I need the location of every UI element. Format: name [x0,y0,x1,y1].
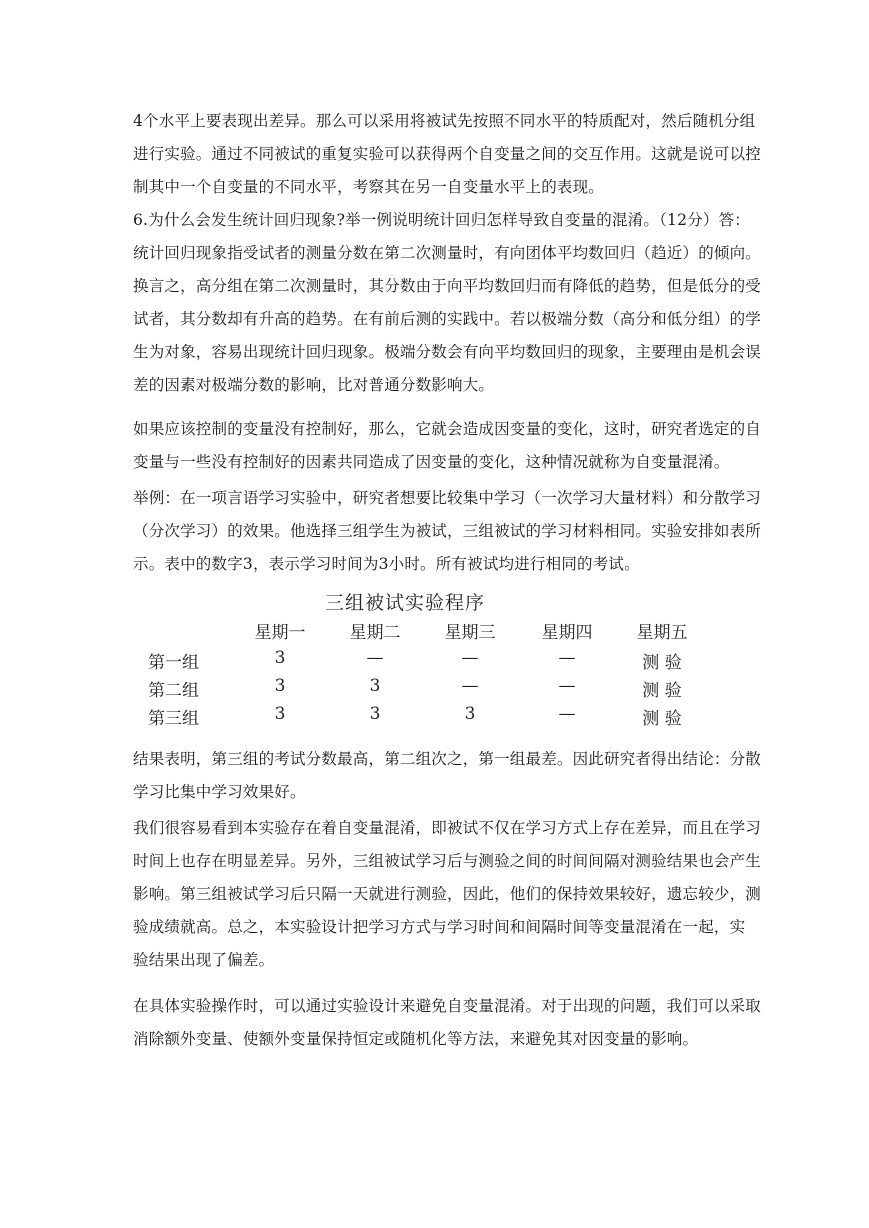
table-cell: 3 [369,676,381,696]
text-line: 示。表中的数字3，表示学习时间为3小时。所有被试均进行相同的考试。 [133,555,640,573]
paragraph-interaction [133,105,762,204]
paragraph-confounding-definition [133,413,762,479]
table-row-label: 第二组 [148,681,199,701]
text-line: 时间上也存在明显差异。另外，三组被试学习后与测验之间的时间间隔对测验结果也会产生 [133,852,762,870]
text-line: 6.为什么会发生统计回归现象?举一例说明统计回归怎样导致自变量的混淆。（12分）答： [133,211,750,229]
text-line: 试者，其分数却有升高的趋势。在有前后测的实践中。若以极端分数（高分和低分组）的学 [133,310,762,328]
text-line: 在具体实验操作时，可以通过实验设计来避免自变量混淆。对于出现的问题，我们可以采取 [133,997,762,1015]
paragraph-question-6 [133,204,762,402]
text-line: 生为对象，容易出现统计回归现象。极端分数会有向平均数回归的现象，主要理由是机会误 [133,343,762,361]
text-line: 验成绩就高。总之，本实验设计把学习方式与学习时间和间隔时间等变量混淆在一起，实 [133,918,746,936]
text-line: （分次学习）的效果。他选择三组学生为被试，三组被试的学习材料相同。实验安排如表所 [133,522,762,540]
table-header-mon: 星期一 [254,623,306,643]
table-cell: — [461,648,479,668]
table-cell: 3 [464,704,476,724]
paragraph-solution [133,990,762,1056]
table-title: 三组被试实验程序 [325,592,486,614]
table-row-label: 第三组 [148,709,199,729]
text-line: 学习比集中学习效果好。 [133,783,306,801]
text-line: 统计回归现象指受试者的测量分数在第二次测量时，有向团体平均数回归（趋近）的倾向。 [133,244,762,262]
experiment-schedule-table [130,584,720,734]
table-cell: — [366,648,384,668]
paragraph-example [133,482,762,581]
text-line: 验结果出现了偏差。 [133,951,275,969]
table-cell: 测 验 [642,681,682,701]
text-line: 制其中一个自变量的不同水平，考察其在另一自变量水平上的表现。 [133,178,605,196]
table-cell: — [558,676,576,696]
text-line: 变量与一些没有控制好的因素共同造成了因变量的变化，这种情况就称为自变量混淆。 [133,453,730,471]
text-line: 4个水平上要表现出差异。那么可以采用将被试先按照不同水平的特质配对，然后随机分组 [133,112,756,130]
table-cell: 3 [274,704,286,724]
table-header-wed: 星期三 [444,623,496,643]
text-line: 举例：在一项言语学习实验中，研究者想要比较集中学习（一次学习大量材料）和分散学习 [133,489,762,507]
table-cell: 3 [369,704,381,724]
table-cell: — [558,704,576,724]
table-cell: 3 [274,648,286,668]
table-cell: — [558,648,576,668]
text-line: 影响。第三组被试学习后只隔一天就进行测验，因此，他们的保持效果较好，遗忘较少，测 [133,885,762,903]
table-cell: — [461,676,479,696]
table-cell: 测 验 [642,653,682,673]
text-line: 我们很容易看到本实验存在着自变量混淆，即被试不仅在学习方式上存在差异，而且在学习 [133,819,762,837]
text-line: 进行实验。通过不同被试的重复实验可以获得两个自变量之间的交互作用。这就是说可以控 [133,145,762,163]
table-header-fri: 星期五 [636,623,688,643]
text-line: 换言之，高分组在第二次测量时，其分数由于向平均数回归而有降低的趋势，但是低分的受 [133,277,762,295]
text-line: 差的因素对极端分数的影响，比对普通分数影响大。 [133,376,495,394]
table-cell: 测 验 [642,709,682,729]
table-row-label: 第一组 [148,653,199,673]
text-line: 消除额外变量、使额外变量保持恒定或随机化等方法，来避免其对因变量的影响。 [133,1030,699,1048]
table-cell: 3 [274,676,286,696]
table-header-thu: 星期四 [541,623,593,643]
text-line: 结果表明，第三组的考试分数最高，第二组次之，第一组最差。因此研究者得出结论：分散 [133,750,762,768]
text-line: 如果应该控制的变量没有控制好，那么，它就会造成因变量的变化，这时，研究者选定的自 [133,420,762,438]
paragraph-analysis [133,812,762,977]
paragraph-result [133,743,762,809]
table-header-tue: 星期二 [349,623,401,643]
